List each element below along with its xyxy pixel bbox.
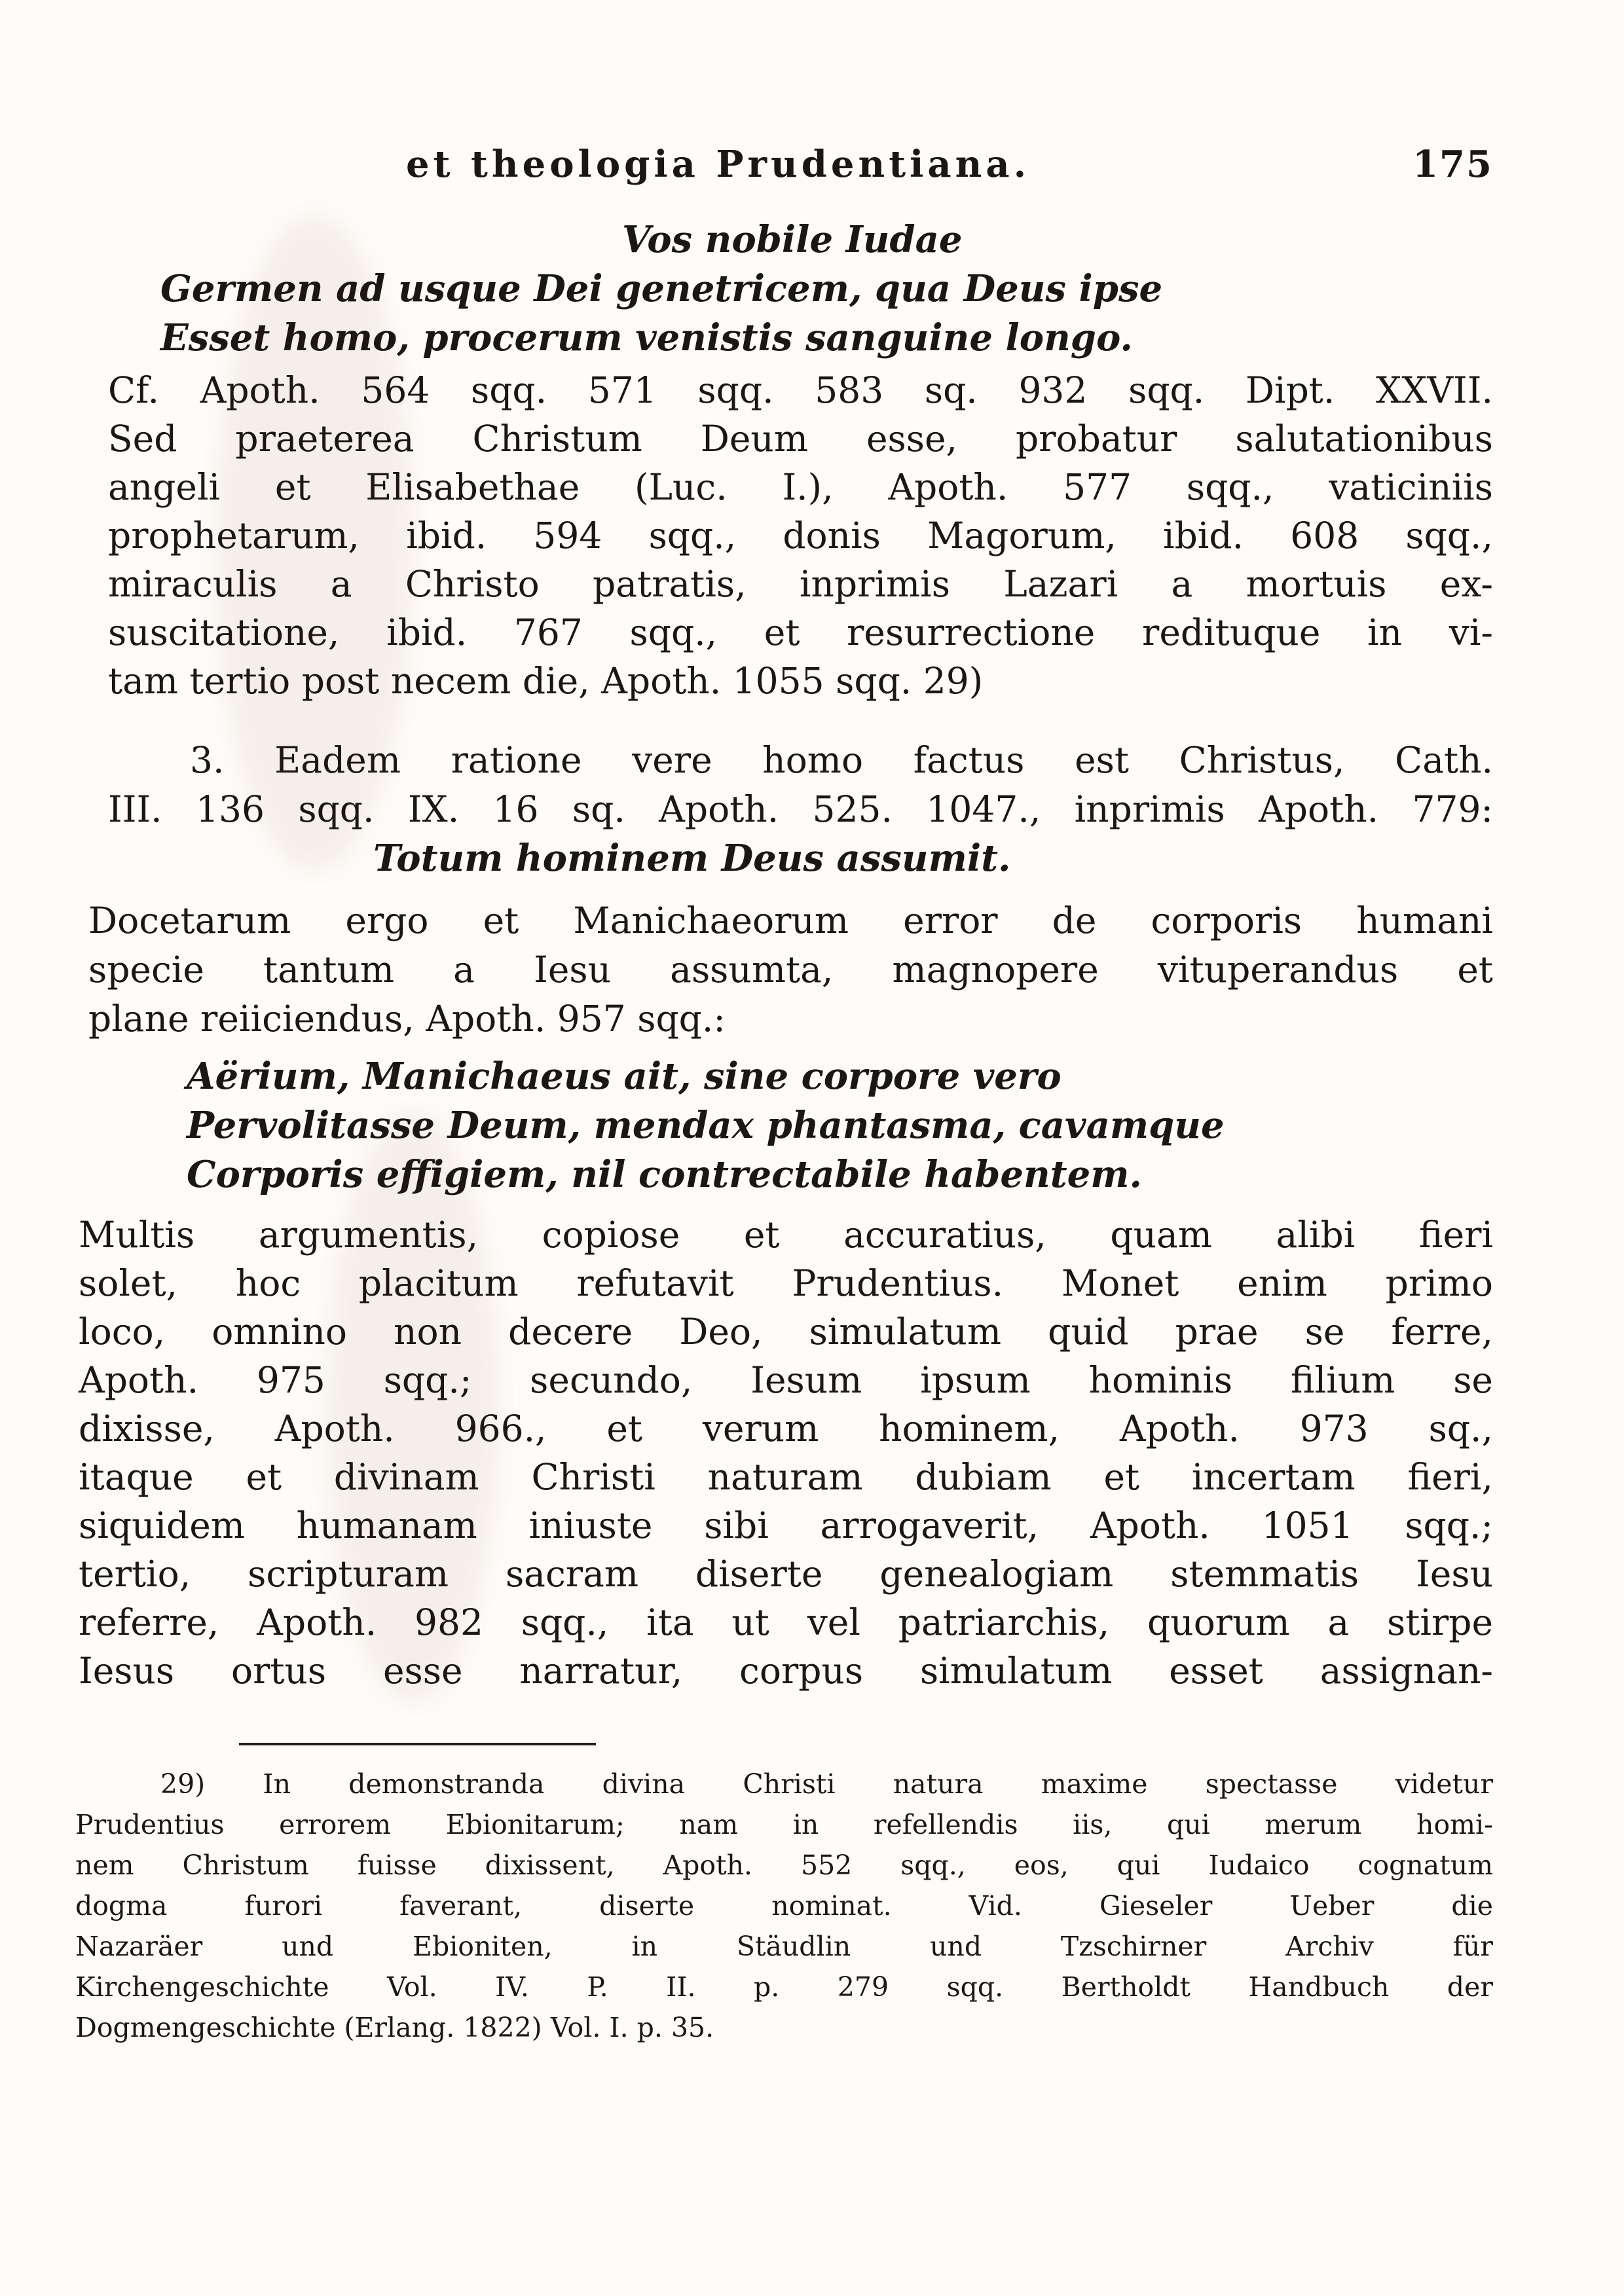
footnote-line: Kirchengeschichte Vol. IV. P. II. p. 279 sqq. Bertholdt Handbuch der <box>75 1971 1493 2003</box>
running-title: et theologia Prudentiana. <box>406 143 1031 186</box>
text-line: tam tertio post necem die, Apoth. 1055 sqq. 29) <box>108 660 984 702</box>
footnote-line: nem Christum fuisse dixissent, Apoth. 552 sqq., eos, qui Iudaico cognatum <box>75 1850 1493 1881</box>
running-header <box>406 143 1493 195</box>
verse-line: Pervolitasse Deum, mendax phantasma, cavamque <box>187 1104 1225 1147</box>
verse-line: Aërium, Manichaeus ait, sine corpore vero <box>187 1055 1061 1098</box>
footnote-line: Nazaräer und Ebioniten, in Stäudlin und Tzschirner Archiv für <box>75 1931 1493 1962</box>
text-line: miraculis a Christo patratis, inprimis Lazari a mortuis ex- <box>108 563 1493 605</box>
text-line: dixisse, Apoth. 966., et verum hominem, Apoth. 973 sq., <box>79 1408 1493 1449</box>
text-line: Docetarum ergo et Manichaeorum error de corporis humani <box>88 900 1493 941</box>
verse-line: Vos nobile Iudae <box>622 218 963 261</box>
footnote-line: 29) In demonstranda divina Christi natura maxime spectasse videtur <box>160 1768 1493 1800</box>
text-line: Multis argumentis, copiose et accuratius, quam alibi fieri <box>79 1214 1493 1256</box>
text-line: referre, Apoth. 982 sqq., ita ut vel patriarchis, quorum a stirpe <box>79 1601 1493 1643</box>
quotation-line: Totum hominem Deus assumit. <box>373 837 1011 880</box>
text-line: Cf. Apoth. 564 sqq. 571 sqq. 583 sq. 932 sqq. Dipt. XXVII. <box>108 369 1493 411</box>
footnote-line: Dogmengeschichte (Erlang. 1822) Vol. I. p. 35. <box>75 2012 714 2043</box>
text-line: Sed praeterea Christum Deum esse, probatur salutationibus <box>108 418 1493 460</box>
footnote-rule <box>239 1743 596 1745</box>
text-line: III. 136 sqq. IX. 16 sq. Apoth. 525. 1047., inprimis Apoth. 779: <box>108 788 1493 830</box>
text-line: Apoth. 975 sqq.; secundo, Iesum ipsum hominis filium se <box>79 1359 1493 1401</box>
text-line: itaque et divinam Christi naturam dubiam et incertam fieri, <box>79 1456 1493 1498</box>
footnote-line: Prudentius errorem Ebionitarum; nam in refellendis iis, qui merum homi- <box>75 1809 1493 1840</box>
text-line: siquidem humanam iniuste sibi arrogaverit, Apoth. 1051 sqq.; <box>79 1504 1493 1546</box>
text-line: prophetarum, ibid. 594 sqq., donis Magorum, ibid. 608 sqq., <box>108 515 1493 556</box>
verse-line: Germen ad usque Dei genetricem, qua Deus ipse <box>160 267 1163 310</box>
text-line: loco, omnino non decere Deo, simulatum quid prae se ferre, <box>79 1311 1493 1353</box>
page-number: 175 <box>1412 143 1493 186</box>
text-line: suscitatione, ibid. 767 sqq., et resurrectione redituque in vi- <box>108 611 1493 653</box>
text-line: tertio, scripturam sacram diserte genealogiam stemmatis Iesu <box>79 1553 1493 1595</box>
text-line: plane reiiciendus, Apoth. 957 sqq.: <box>88 998 726 1040</box>
section-3-first-line: 3. Eadem ratione vere homo factus est Christus, Cath. <box>190 739 1493 781</box>
text-line: angeli et Elisabethae (Luc. I.), Apoth. 577 sqq., vaticiniis <box>108 466 1493 508</box>
text-line: solet, hoc placitum refutavit Prudentius. Monet enim primo <box>79 1262 1493 1304</box>
text-line: Iesus ortus esse narratur, corpus simulatum esset assignan- <box>79 1650 1493 1692</box>
footnote-line: dogma furori faverant, diserte nominat. Vid. Gieseler Ueber die <box>75 1890 1493 1922</box>
verse-line: Esset homo, procerum venistis sanguine longo. <box>160 316 1133 359</box>
verse-line: Corporis effigiem, nil contrectabile habentem. <box>187 1153 1143 1196</box>
text-line: specie tantum a Iesu assumta, magnopere vituperandus et <box>88 949 1493 991</box>
